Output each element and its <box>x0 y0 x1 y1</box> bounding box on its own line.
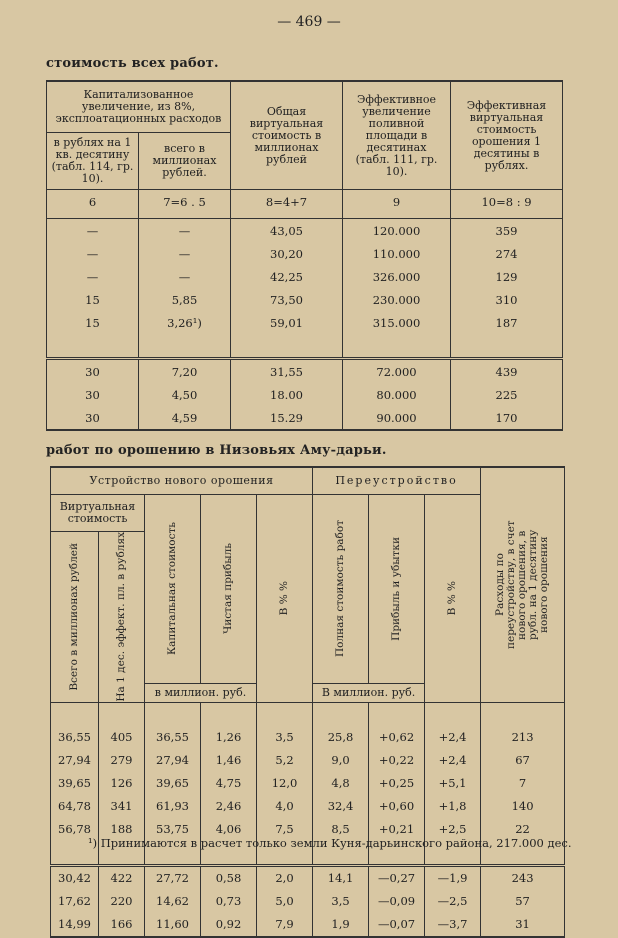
cell: 27,94 <box>51 749 99 772</box>
t2-capital-text: Капитальная стоимость <box>166 522 178 656</box>
cell: 243 <box>481 865 565 890</box>
t1-column-numbers <box>47 190 563 219</box>
table-row <box>51 913 565 937</box>
t2-group-re: Переустройство <box>313 467 481 495</box>
cell: 4,06 <box>201 818 257 841</box>
cell: 0,92 <box>201 913 257 937</box>
t2-group-new: Устройство нового орошения <box>51 467 313 495</box>
cell: 27,72 <box>145 865 201 890</box>
cell: 72.000 <box>343 359 451 384</box>
cell: 64,78 <box>51 795 99 818</box>
table-row <box>47 265 563 288</box>
table1 <box>46 80 563 431</box>
cell: 120.000 <box>343 219 451 243</box>
cell: 18.00 <box>231 383 343 406</box>
t2-v-total-text: Всего в миллионах рублей <box>68 542 80 691</box>
cell: 27,94 <box>145 749 201 772</box>
cell: 3,5 <box>257 726 313 749</box>
cell: 225 <box>451 383 563 406</box>
t1-col-area: Эффективное увеличение поливной площади в десятинах (табл. 111, гр. 10). <box>343 81 451 190</box>
cell: 341 <box>99 795 145 818</box>
cell: 12,0 <box>257 772 313 795</box>
table2 <box>50 466 565 938</box>
col-number: 8=4+7 <box>231 190 343 219</box>
t2-pct-1-text: В % % <box>278 581 291 616</box>
cell: 73,50 <box>231 288 343 311</box>
table-row <box>47 219 563 243</box>
t2-net-profit <box>201 495 257 684</box>
cell: 187 <box>451 311 563 334</box>
table-row <box>47 359 563 384</box>
cell: 4,0 <box>257 795 313 818</box>
cell: 1,46 <box>201 749 257 772</box>
cell: +2,4 <box>425 749 481 772</box>
cell: 4,8 <box>313 772 369 795</box>
col-number: 6 <box>47 190 139 219</box>
cell: 59,01 <box>231 311 343 334</box>
cell: 3,26¹) <box>139 311 231 334</box>
cell: 5,2 <box>257 749 313 772</box>
cell: +1,8 <box>425 795 481 818</box>
cell: 129 <box>451 265 563 288</box>
cell: 422 <box>99 865 145 890</box>
cell: 31 <box>481 913 565 937</box>
cell: 30,20 <box>231 242 343 265</box>
cell: 274 <box>451 242 563 265</box>
cell: 0,73 <box>201 890 257 913</box>
cell: 405 <box>99 726 145 749</box>
cell: 439 <box>451 359 563 384</box>
t2-profit-loss <box>369 495 425 684</box>
table-row <box>51 795 565 818</box>
col-number: 10=8 : 9 <box>451 190 563 219</box>
t2-mln-label-2: В миллион. руб. <box>313 683 425 702</box>
t2-col-expenses-text: Расходы по переустройству, в счет нового орошения, в рубл. на 1 десятину нового орошения <box>494 520 551 650</box>
t1-col-virtual: Общая виртуальная стоимость в миллионах рублей <box>231 81 343 190</box>
t1-col-per-des: в рублях на 1 кв. десятину (табл. 114, гр. 10). <box>47 133 139 190</box>
cell: 5,0 <box>257 890 313 913</box>
t2-mln-label: в миллион. руб. <box>145 683 257 702</box>
t2-pct-1 <box>257 495 313 703</box>
cell: 39,65 <box>51 772 99 795</box>
cell: 15.29 <box>231 406 343 430</box>
cell: 4,59 <box>139 406 231 430</box>
t1-col-total: всего в миллионах рублей. <box>139 133 231 190</box>
cell: 4,75 <box>201 772 257 795</box>
cell: 1,26 <box>201 726 257 749</box>
cell: 213 <box>481 726 565 749</box>
cell: 170 <box>451 406 563 430</box>
cell: 7,9 <box>257 913 313 937</box>
t1-group-header: Капитализованное увеличение, из 8%, эксплоатационных расходов <box>47 81 231 133</box>
cell: 53,75 <box>145 818 201 841</box>
cell: +5,1 <box>425 772 481 795</box>
cell: +0,60 <box>369 795 425 818</box>
table2-heading: работ по орошению в Низовьях Аму-дарьи. <box>46 443 387 458</box>
cell: 90.000 <box>343 406 451 430</box>
cell: 32,4 <box>313 795 369 818</box>
table-row <box>51 890 565 913</box>
cell: +2,4 <box>425 726 481 749</box>
table1-heading: стоимость всех работ. <box>46 56 219 71</box>
t2-v-per-des <box>99 532 145 703</box>
t2-col-expenses <box>481 467 565 702</box>
cell: —0,07 <box>369 913 425 937</box>
cell: —0,09 <box>369 890 425 913</box>
cell: 140 <box>481 795 565 818</box>
cell: 15 <box>47 311 139 334</box>
t2-profit-loss-text: Прибыль и убытки <box>390 536 403 641</box>
cell: 14,62 <box>145 890 201 913</box>
cell: — <box>139 265 231 288</box>
cell: 8,5 <box>313 818 369 841</box>
page-number: — 469 — <box>277 14 341 30</box>
t2-pct-2 <box>425 495 481 703</box>
cell: 67 <box>481 749 565 772</box>
cell: 4,50 <box>139 383 231 406</box>
col-number: 9 <box>343 190 451 219</box>
cell: 0,58 <box>201 865 257 890</box>
cell: 188 <box>99 818 145 841</box>
cell: 30 <box>47 359 139 384</box>
cell: 7 <box>481 772 565 795</box>
cell: +0,62 <box>369 726 425 749</box>
cell: — <box>47 242 139 265</box>
cell: 80.000 <box>343 383 451 406</box>
cell: —3,7 <box>425 913 481 937</box>
table-row <box>51 772 565 795</box>
cell: —1,9 <box>425 865 481 890</box>
cell: 30 <box>47 406 139 430</box>
cell: 326.000 <box>343 265 451 288</box>
table-row <box>47 383 563 406</box>
cell: 15 <box>47 288 139 311</box>
cell: 39,65 <box>145 772 201 795</box>
t2-net-profit-text: Чистая прибыль <box>222 543 234 635</box>
col-number: 7=6 . 5 <box>139 190 231 219</box>
table-row <box>47 242 563 265</box>
table-row <box>51 726 565 749</box>
cell: 7,5 <box>257 818 313 841</box>
cell: 9,0 <box>313 749 369 772</box>
cell: 279 <box>99 749 145 772</box>
cell: +0,25 <box>369 772 425 795</box>
cell: 2,46 <box>201 795 257 818</box>
cell: 5,85 <box>139 288 231 311</box>
table-row <box>47 288 563 311</box>
cell: 14,1 <box>313 865 369 890</box>
cell: 359 <box>451 219 563 243</box>
cell: 36,55 <box>51 726 99 749</box>
cell: 61,93 <box>145 795 201 818</box>
cell: 36,55 <box>145 726 201 749</box>
t2-v-total <box>51 532 99 703</box>
cell: 30,42 <box>51 865 99 890</box>
cell: — <box>139 242 231 265</box>
table-row <box>51 865 565 890</box>
cell: 30 <box>47 383 139 406</box>
t2-capital <box>145 495 201 684</box>
t2-full-cost-text: Полная стоимость работ <box>334 520 347 658</box>
cell: 57 <box>481 890 565 913</box>
cell: 310 <box>451 288 563 311</box>
cell: 31,55 <box>231 359 343 384</box>
t2-full-cost <box>313 495 369 684</box>
cell: 42,25 <box>231 265 343 288</box>
cell: —2,5 <box>425 890 481 913</box>
cell: 2,0 <box>257 865 313 890</box>
cell: 126 <box>99 772 145 795</box>
cell: — <box>47 265 139 288</box>
cell: +0,22 <box>369 749 425 772</box>
cell: 22 <box>481 818 565 841</box>
cell: 25,8 <box>313 726 369 749</box>
cell: 43,05 <box>231 219 343 243</box>
t2-v-per-des-text: На 1 дес. эффект. пл. в рублях <box>115 532 127 702</box>
cell: 17,62 <box>51 890 99 913</box>
cell: +0,21 <box>369 818 425 841</box>
cell: 14,99 <box>51 913 99 937</box>
table-row <box>47 311 563 334</box>
cell: 230.000 <box>343 288 451 311</box>
t2-virtual-cost: Виртуальная стоимость <box>51 495 145 532</box>
cell: — <box>47 219 139 243</box>
t1-col-cost: Эффективная виртуальная стоимость орошения 1 десятины в рублях. <box>451 81 563 190</box>
table-row <box>47 406 563 430</box>
cell: 1,9 <box>313 913 369 937</box>
cell: +2,5 <box>425 818 481 841</box>
t2-pct-2-text: В % % <box>446 581 459 616</box>
cell: 315.000 <box>343 311 451 334</box>
cell: — <box>139 219 231 243</box>
footnote: ¹) Принимаются в расчет только земли Куня-дарьинского района, 217.000 дес. <box>88 836 572 850</box>
cell: 166 <box>99 913 145 937</box>
cell: 11,60 <box>145 913 201 937</box>
table-row <box>51 749 565 772</box>
cell: —0,27 <box>369 865 425 890</box>
cell: 3,5 <box>313 890 369 913</box>
cell: 7,20 <box>139 359 231 384</box>
cell: 220 <box>99 890 145 913</box>
cell: 56,78 <box>51 818 99 841</box>
cell: 110.000 <box>343 242 451 265</box>
